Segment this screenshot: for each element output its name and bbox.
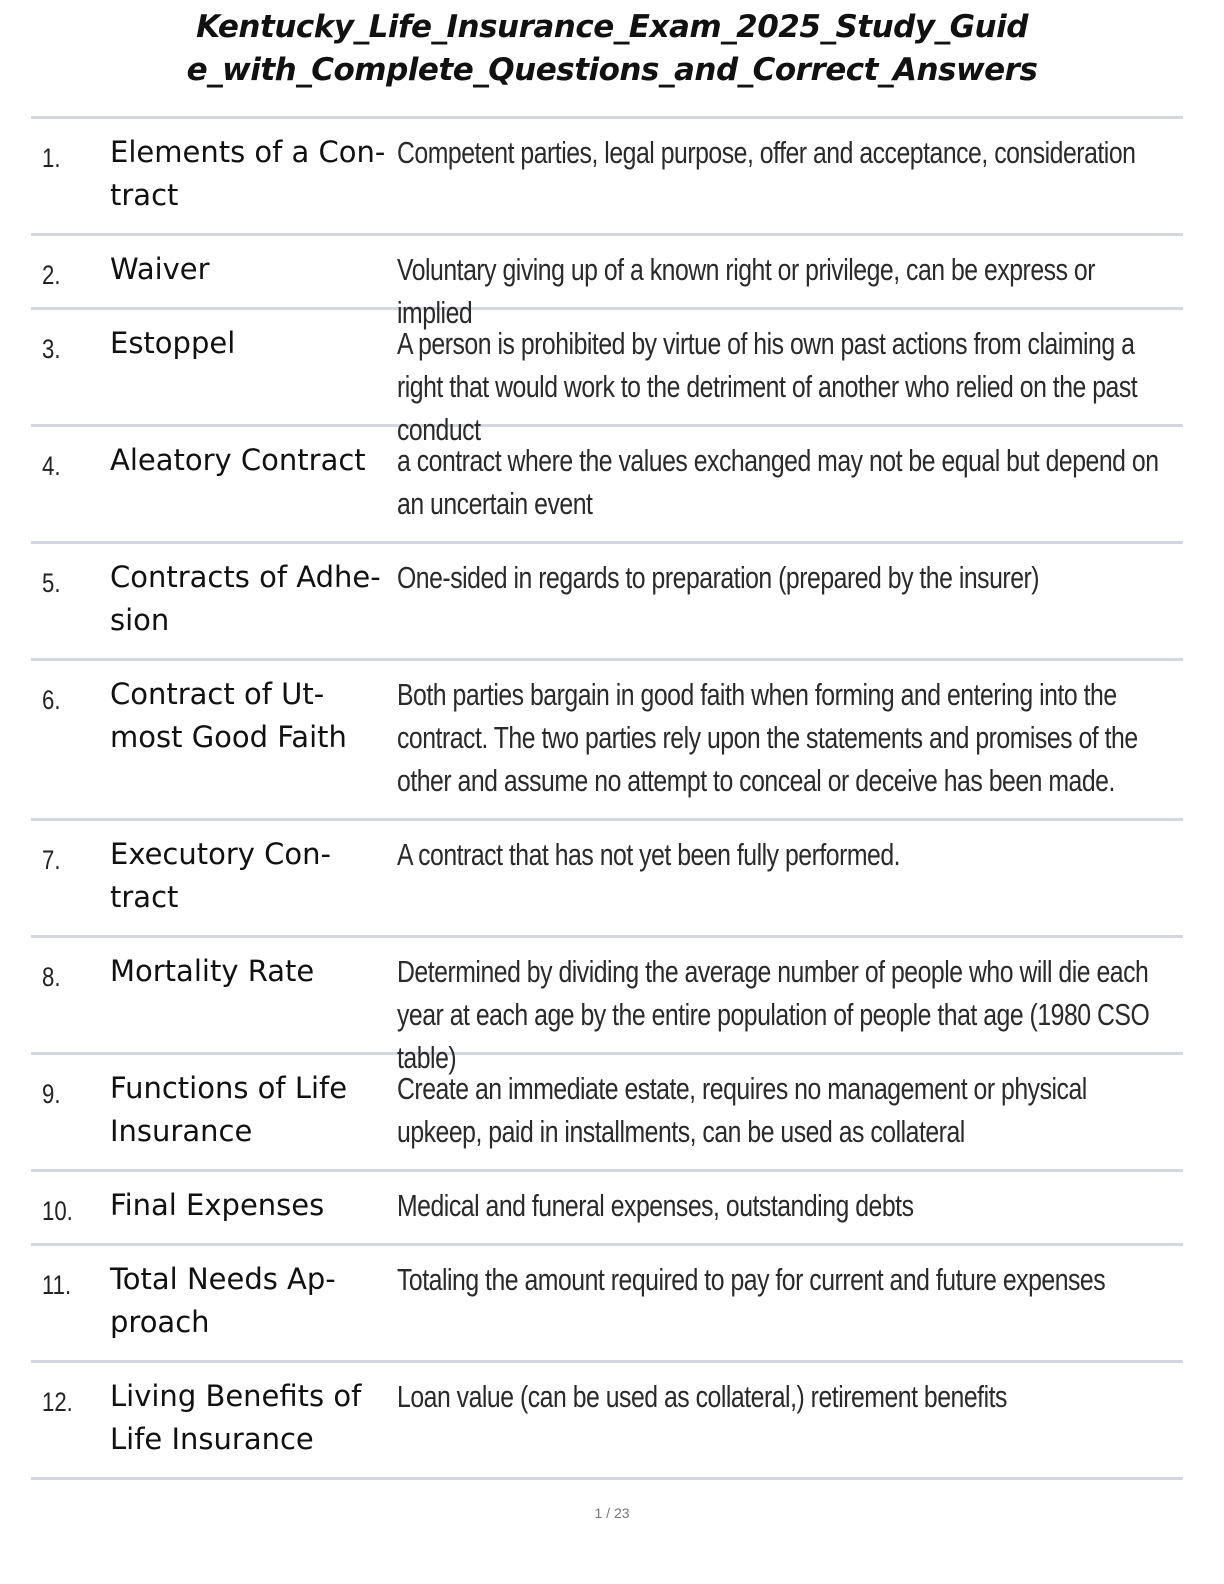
card-number: 6. [42,685,61,715]
card-term [110,833,395,919]
card-definition: a contract where the values exchanged may not be equal but depend on an uncertain event [397,443,1159,521]
card-number: 9. [42,1079,61,1109]
card-number: 12. [42,1387,73,1417]
card-term-line: most Good Faith [110,720,347,754]
flashcard-list [31,116,1183,1480]
flashcard-row [31,427,1183,544]
card-number: 10. [42,1196,73,1226]
card-number: 3. [42,334,61,364]
card-definition: A contract that has not yet been fully performed. [397,837,901,872]
card-term [110,950,395,993]
card-number: 7. [42,845,61,875]
card-term-line: Mortality Rate [110,954,315,988]
card-term-line: Estoppel [110,326,236,360]
card-term [110,131,395,217]
card-term [110,1258,395,1344]
card-term [110,439,395,482]
card-term [110,1067,395,1153]
card-term-line: tract [110,178,179,212]
card-number: 5. [42,568,61,598]
card-term-line: sion [110,603,170,637]
card-term [110,673,395,759]
card-term-line: Final Expenses [110,1188,325,1222]
flashcard-row [31,236,1183,330]
flashcard-row [31,821,1183,938]
card-number: 8. [42,962,61,992]
flashcard-row [31,938,1183,1075]
card-definition: A person is prohibited by virtue of his own past actions from claiming a right that would work to the detriment of another who relied on the past conduct [397,326,1138,447]
card-term-line: Contracts of Adhe- [110,560,381,594]
flashcard-row [31,1055,1183,1172]
card-definition: Both parties bargain in good faith when forming and entering into the contract. The two parties rely upon the statements and promises of the other and assume no attempt to conceal or deceive has been made. [397,677,1138,798]
document-title [0,6,1224,92]
flashcard-row [31,1246,1183,1363]
card-term [110,322,395,365]
page-indicator: 1 / 23 [594,1505,630,1521]
card-number: 11. [42,1270,72,1300]
flashcard-row [31,1172,1183,1246]
card-term-line: Insurance [110,1114,253,1148]
card-term [110,248,395,291]
card-term-line: Executory Con- [110,837,332,871]
card-term-line: proach [110,1305,210,1339]
card-term [110,1184,395,1227]
card-definition: Loan value (can be used as collateral,) retirement benefits [397,1379,1007,1414]
card-term [110,556,395,642]
flashcard-row [31,1363,1183,1480]
card-definition: Voluntary giving up of a known right or privilege, can be express or implied [397,252,1095,330]
flashcard-row [31,661,1183,821]
flashcard-row [31,119,1183,236]
card-term-line: Elements of a Con- [110,135,386,169]
card-definition: Medical and funeral expenses, outstanding debts [397,1188,914,1223]
flashcard-row [31,310,1183,447]
card-definition: Competent parties, legal purpose, offer and acceptance, consideration [397,135,1136,170]
card-term-line: Life Insurance [110,1422,314,1456]
card-term-line: Living Benefits of [110,1379,362,1413]
card-definition: One-sided in regards to preparation (prepared by the insurer) [397,560,1040,595]
card-number: 4. [42,451,61,481]
title-line-1: Kentucky_Life_Insurance_Exam_2025_Study_Guid [196,9,1028,45]
flashcard-row [31,544,1183,661]
card-term-line: Total Needs Ap- [110,1262,336,1296]
card-term-line: Waiver [110,252,210,286]
card-definition: Determined by dividing the average number of people who will die each year at each age by the entire population of people that age (1980 CSO table) [397,954,1150,1075]
card-term-line: tract [110,880,179,914]
card-number: 2. [42,260,61,290]
card-term-line: Aleatory Contract [110,443,366,477]
card-number: 1. [42,143,61,173]
title-line-2: e_with_Complete_Questions_and_Correct_Answers [186,52,1038,88]
card-definition: Create an immediate estate, requires no management or physical upkeep, paid in installments, can be used as collateral [397,1071,1087,1149]
card-definition: Totaling the amount required to pay for current and future expenses [397,1262,1106,1297]
card-term-line: Functions of Life [110,1071,348,1105]
card-term-line: Contract of Ut- [110,677,325,711]
card-term [110,1375,395,1461]
